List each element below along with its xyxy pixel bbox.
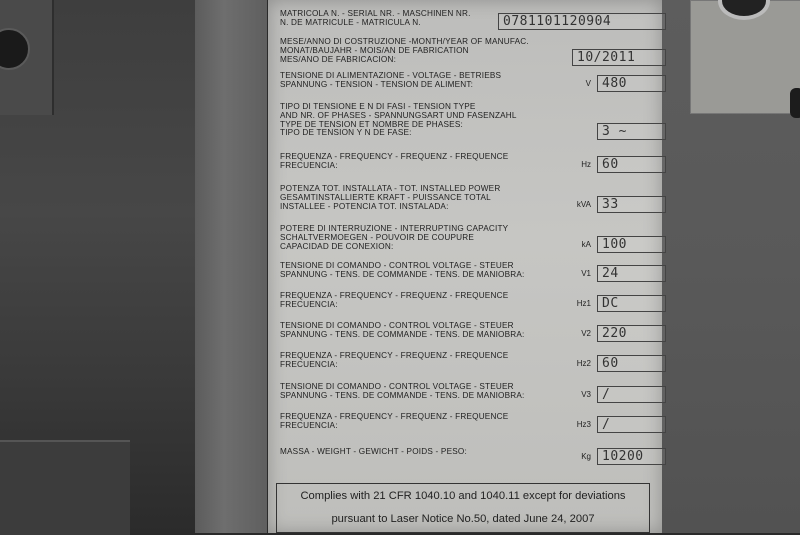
rating-value-box <box>597 355 666 372</box>
rating-value: 220 <box>602 325 627 341</box>
rating-unit: kVA <box>576 200 591 210</box>
rating-label: MATRICOLA N. - SERIAL NR. - MASCHINEN NR. N. DE MATRICULE - MATRICULA N. <box>280 9 471 27</box>
rating-label: FREQUENZA - FREQUENCY - FREQUENZ - FREQUENCE FRECUENCIA: <box>280 291 509 309</box>
rating-unit: Hz2 <box>576 358 591 368</box>
rating-value: 0781101120904 <box>503 13 612 29</box>
rating-unit: Hz3 <box>576 419 591 429</box>
rating-label: TIPO DI TENSIONE E N DI FASI - TENSION TYPE AND NR. OF PHASES - SPANNUNGSART UND FASENZAHL TYPE DE TENSION ET NOMBRE DE PHASES: TIPO DE TENSION Y N DE FASE: <box>280 102 517 138</box>
rating-value: 33 <box>602 197 619 213</box>
rating-value-box <box>597 265 666 282</box>
rating-label: FREQUENZA - FREQUENCY - FREQUENZ - FREQUENCE FRECUENCIA: <box>280 412 509 430</box>
rating-value-box <box>597 196 666 213</box>
compliance-line-2: pursuant to Laser Notice No.50, dated June 24, 2007 <box>331 513 595 525</box>
rating-label: MESE/ANNO DI COSTRUZIONE -MONTH/YEAR OF MANUFAC. MONAT/BAUJAHR - MOIS/AN DE FABRICATION MES/ANO DE FABRICACION: <box>280 37 529 64</box>
rating-value-box <box>597 295 666 312</box>
rating-value-box <box>597 236 666 253</box>
rating-label: TENSIONE DI COMANDO - CONTROL VOLTAGE - STEUER SPANNUNG - TENS. DE COMMANDE - TENS. DE MANIOBRA: <box>280 382 525 400</box>
metal-shelf <box>0 440 130 535</box>
rating-unit: V2 <box>581 328 591 338</box>
rating-value-box <box>597 156 666 173</box>
rating-value: 100 <box>602 237 627 253</box>
rating-value: 3 ~ <box>602 124 627 140</box>
rating-value-box <box>572 49 666 66</box>
rating-label: MASSA - WEIGHT - GEWICHT - POIDS - PESO: <box>280 447 467 456</box>
rating-value-box <box>597 448 666 465</box>
rating-unit: V1 <box>581 268 591 278</box>
rating-label: FREQUENZA - FREQUENCY - FREQUENZ - FREQUENCE FRECUENCIA: <box>280 351 509 369</box>
rating-unit: Hz <box>581 159 591 169</box>
frame-strip <box>195 0 267 533</box>
rating-value-box <box>597 123 666 140</box>
rating-unit: V3 <box>581 389 591 399</box>
rating-value: 480 <box>602 75 627 91</box>
rating-value-box <box>597 325 666 342</box>
rating-label: POTERE DI INTERRUZIONE - INTERRUPTING CAPACITY SCHALTVERMOEGEN - POUVOIR DE COUPURE CAPACIDAD DE CONEXION: <box>280 224 509 251</box>
rating-value: 60 <box>602 156 619 172</box>
rating-unit: Kg <box>581 452 591 461</box>
rating-plate <box>268 0 662 533</box>
rating-unit: V <box>585 78 591 88</box>
rating-value: 10200 <box>602 449 644 464</box>
rating-label: POTENZA TOT. INSTALLATA - TOT. INSTALLED POWER GESAMTINSTALLIERTE KRAFT - PUISSANCE TOTAL INSTALLEE - POTENCIA TOT. INSTALADA: <box>280 184 501 211</box>
rating-unit: Hz1 <box>576 298 591 308</box>
rating-unit: kA <box>581 240 591 250</box>
rating-value-box <box>597 386 666 403</box>
rating-label: TENSIONE DI COMANDO - CONTROL VOLTAGE - STEUER SPANNUNG - TENS. DE COMMANDE - TENS. DE MANIOBRA: <box>280 261 525 279</box>
rating-value-box <box>597 416 666 433</box>
rating-value: / <box>602 386 611 402</box>
compliance-box <box>276 483 650 533</box>
rating-label: TENSIONE DI ALIMENTAZIONE - VOLTAGE - BETRIEBS SPANNUNG - TENSION - TENSION DE ALIMENT: <box>280 71 502 89</box>
rating-label: TENSIONE DI COMANDO - CONTROL VOLTAGE - STEUER SPANNUNG - TENS. DE COMMANDE - TENS. DE MANIOBRA: <box>280 321 525 339</box>
cable-end <box>790 88 800 118</box>
rating-value: 60 <box>602 355 619 371</box>
rating-value: 24 <box>602 265 619 281</box>
rating-value: 10/2011 <box>577 50 636 66</box>
rating-value-box <box>498 13 666 30</box>
compliance-line-1: Complies with 21 CFR 1040.10 and 1040.11 except for deviations <box>300 490 626 502</box>
rating-value-box <box>597 75 666 92</box>
rating-value: / <box>602 416 611 432</box>
rating-value: DC <box>602 295 619 311</box>
rating-label: FREQUENZA - FREQUENCY - FREQUENZ - FREQUENCE FRECUENCIA: <box>280 152 509 170</box>
